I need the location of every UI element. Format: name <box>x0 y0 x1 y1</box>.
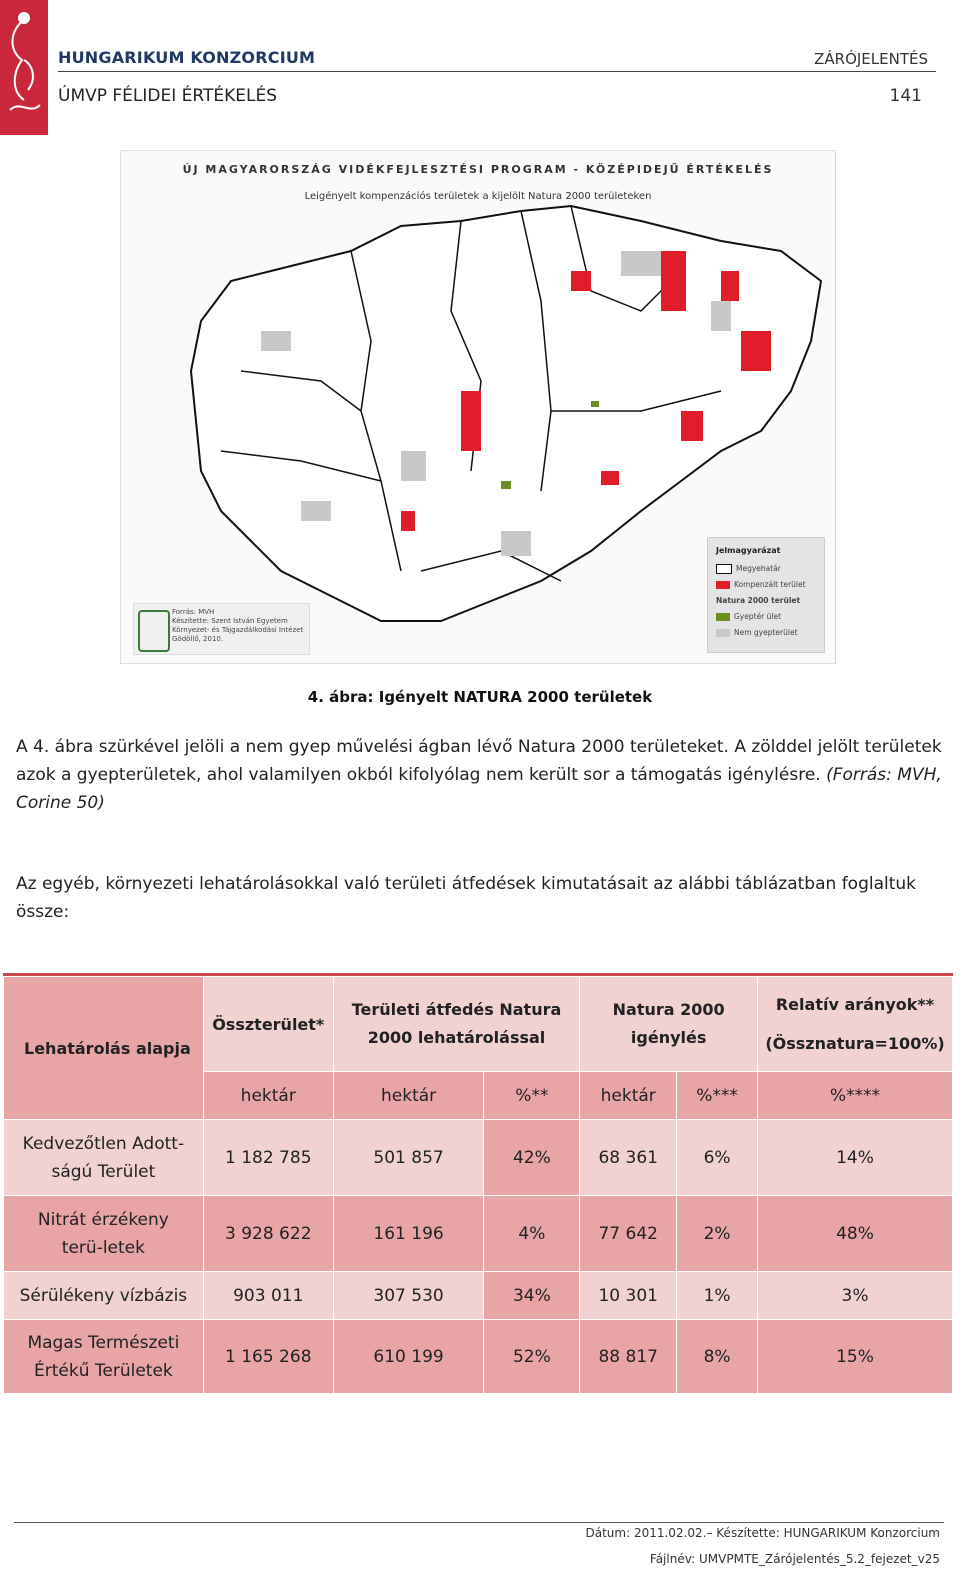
unit-cell: %*** <box>677 1072 758 1120</box>
table-cell: 1 165 268 <box>203 1320 333 1394</box>
credit-line: Környezet- és Tájgazdálkodási Intézet <box>172 626 304 634</box>
compensated-swatch-icon <box>716 581 730 589</box>
non-grass-swatch-icon <box>716 629 730 637</box>
table-cell: 161 196 <box>333 1196 484 1272</box>
table-cell: 307 530 <box>333 1272 484 1320</box>
university-seal-icon <box>138 610 170 652</box>
table-cell: 610 199 <box>333 1320 484 1394</box>
grassland-swatch-icon <box>716 613 730 621</box>
table-cell: 42% <box>484 1120 580 1196</box>
table-cell: 15% <box>758 1320 953 1394</box>
row-label: Magas Természeti Értékű Területek <box>4 1320 204 1394</box>
table-row <box>4 1272 953 1320</box>
table-cell: 903 011 <box>203 1272 333 1320</box>
header-org: HUNGARIKUM KONZORCIUM <box>58 48 316 67</box>
table-cell: 88 817 <box>580 1320 677 1394</box>
legend-item: Nem gyepterület <box>716 628 798 637</box>
footer-divider <box>14 1522 944 1523</box>
row-label: Sérülékeny vízbázis <box>4 1272 204 1320</box>
figure-subtitle: Leigényelt kompenzációs területek a kijelölt Natura 2000 területeken <box>304 191 652 202</box>
paragraph-1-text: A 4. ábra szürkével jelöli a nem gyep művelési ágban lévő Natura 2000 területeket. A zölddel jelölt területek azok a gyepterületek, ahol valamilyen okból kifolyólag nem került sor a támogatás igénylésre. <box>16 737 942 785</box>
figure-title: ÚJ MAGYARORSZÁG VIDÉKFEJLESZTÉSI PROGRAM - KÖZÉPIDEJŰ ÉRTÉKELÉS <box>182 163 774 176</box>
table-cell: 14% <box>758 1120 953 1196</box>
legend-item: Kompenzált terület <box>716 580 806 589</box>
header-basis: Lehatárolás alapja <box>4 977 204 1120</box>
table-header-row <box>4 977 953 1072</box>
table-cell: 1 182 785 <box>203 1120 333 1196</box>
table-cell: 501 857 <box>333 1120 484 1196</box>
table-row <box>4 1196 953 1272</box>
unit-cell: hektár <box>333 1072 484 1120</box>
legend-item: Natura 2000 terület <box>716 596 801 605</box>
map-legend <box>707 537 825 653</box>
header-title: ÚMVP FÉLIDEI ÉRTÉKELÉS <box>58 86 277 106</box>
table-cell: 34% <box>484 1272 580 1320</box>
table-cell: 3% <box>758 1272 953 1320</box>
credit-line: Készítette: Szent István Egyetem <box>172 617 288 625</box>
unit-cell: %** <box>484 1072 580 1120</box>
table-cell: 52% <box>484 1320 580 1394</box>
flower-logo-icon <box>0 0 48 135</box>
map-figure <box>120 150 836 664</box>
table-cell: 68 361 <box>580 1120 677 1196</box>
table-cell: 10 301 <box>580 1272 677 1320</box>
paragraph-1 <box>16 733 946 817</box>
credit-line: Forrás: MVH <box>172 608 215 616</box>
legend-item: Gyeptér ület <box>716 612 781 621</box>
row-label: Kedvezőtlen Adott-ságú Terület <box>4 1120 204 1196</box>
table-row <box>4 1320 953 1394</box>
table-row <box>4 1120 953 1196</box>
row-label: Nitrát érzékeny terü-letek <box>4 1196 204 1272</box>
legend-title: Jelmagyarázat <box>716 546 781 555</box>
legend-item: Megyehatár <box>716 564 781 574</box>
table-cell: 8% <box>677 1320 758 1394</box>
table-cell: 1% <box>677 1272 758 1320</box>
header-relative: Relatív arányok** (Össznatura=100%) <box>758 977 953 1072</box>
header-divider <box>58 71 936 72</box>
figure-caption: 4. ábra: Igényelt NATURA 2000 területek <box>307 688 653 706</box>
table-cell: 48% <box>758 1196 953 1272</box>
page-number: 141 <box>889 86 922 106</box>
footer-date: Dátum: 2011.02.02.– Készítette: HUNGARIKUM Konzorcium <box>585 1526 940 1540</box>
county-border-swatch-icon <box>716 564 732 574</box>
unit-cell: %**** <box>758 1072 953 1120</box>
table-cell: 4% <box>484 1196 580 1272</box>
overlap-table <box>3 976 953 1394</box>
unit-cell: hektár <box>580 1072 677 1120</box>
table-cell: 2% <box>677 1196 758 1272</box>
table-cell: 6% <box>677 1120 758 1196</box>
credit-line: Gödöllő, 2010. <box>172 635 224 643</box>
paragraph-2: Az egyéb, környezeti lehatárolásokkal való területi átfedések kimutatásait az alábbi táblázatban foglaltuk össze: <box>16 874 917 922</box>
logo <box>0 0 48 135</box>
figure-credits <box>133 603 310 655</box>
header-overlap: Területi átfedés Natura 2000 lehatárolással <box>333 977 580 1072</box>
header-total-area: Összterület* <box>203 977 333 1072</box>
footer-filename: Fájlnév: UMVPMTE_Zárójelentés_5.2_fejezet_v25 <box>649 1552 940 1566</box>
paragraph-1-source: (Forrás: MVH, Corine 50) <box>16 765 942 813</box>
header-natura-claim: Natura 2000 igénylés <box>580 977 758 1072</box>
header-report-type: ZÁRÓJELENTÉS <box>814 50 928 68</box>
unit-cell: hektár <box>203 1072 333 1120</box>
table-cell: 3 928 622 <box>203 1196 333 1272</box>
table-cell: 77 642 <box>580 1196 677 1272</box>
